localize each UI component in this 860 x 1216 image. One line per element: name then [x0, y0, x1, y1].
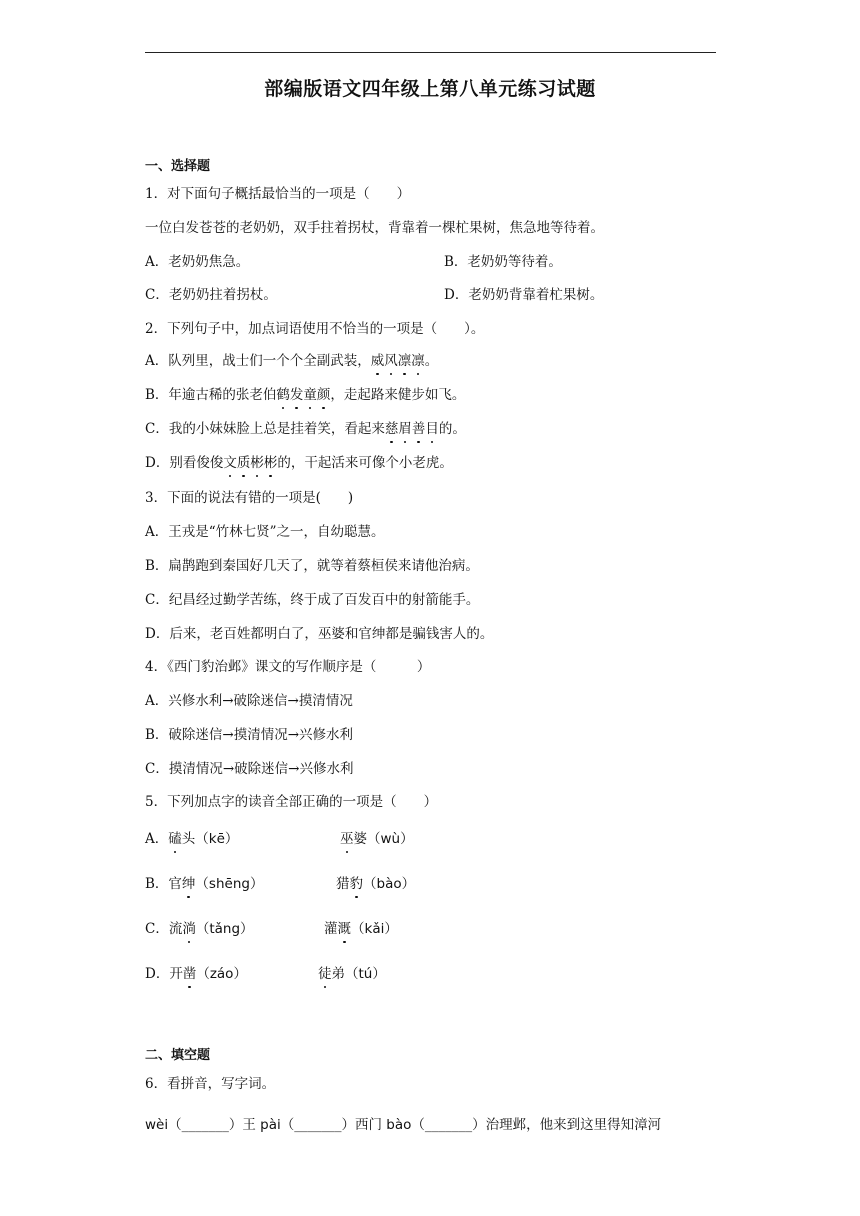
question-1-option-d: D．老奶奶背靠着杧果树。 [444, 287, 604, 303]
question-5-option-c-label: C．流淌（tǎng） [145, 921, 254, 937]
question-6-line: wèi（_______）王 pài（_______）西门 bào（_______）治理邺，他来到这里得知漳河 [145, 1117, 662, 1133]
section-heading-choice: 一、选择题 [145, 159, 211, 174]
question-3-option-d: D．后来，老百姓都明白了，巫婆和官绅都是骗钱害人的。 [145, 626, 494, 642]
question-3-stem: 3．下面的说法有错的一项是( ) [145, 490, 354, 506]
question-5-option-d-second: 徒弟（tú） [318, 966, 386, 982]
question-2-option-c: C．我的小妹妹脸上总是挂着笑，看起来慈眉善目的。 [145, 421, 466, 437]
question-3-option-b: B．扁鹊跑到秦国好几天了，就等着蔡桓侯来请他治病。 [145, 558, 479, 574]
question-1-stem: 1．对下面句子概括最恰当的一项是（ ） [145, 186, 411, 202]
question-5-option-c-second: 灌溉（kǎi） [324, 921, 398, 937]
question-1-option-c: C．老奶奶拄着拐杖。 [145, 287, 277, 303]
header-rule [145, 52, 716, 53]
question-6-stem: 6．看拼音，写字词。 [145, 1076, 276, 1092]
question-5-option-a-second: 巫婆（wù） [340, 831, 414, 847]
question-2-option-b: B．年逾古稀的张老伯鹤发童颜，走起路来健步如飞。 [145, 387, 466, 403]
question-1-option-a: A．老奶奶焦急。 [145, 254, 250, 270]
question-5-option-a-label: A．磕头（kē） [145, 831, 239, 847]
question-5-option-b-second: 猎豹（bào） [336, 876, 416, 892]
question-5-stem: 5．下列加点字的读音全部正确的一项是（ ） [145, 794, 438, 810]
question-2-option-a: A．队列里，战士们一个个全副武装，威风凛凛。 [145, 353, 439, 369]
question-1-option-b: B．老奶奶等待着。 [444, 254, 562, 270]
question-4-option-b: B．破除迷信→摸清情况→兴修水利 [145, 727, 354, 743]
question-3-option-a: A．王戎是“竹林七贤”之一，自幼聪慧。 [145, 524, 385, 540]
question-1-sentence: 一位白发苍苍的老奶奶，双手拄着拐杖，背靠着一棵杧果树，焦急地等待着。 [145, 220, 604, 236]
question-3-option-c: C．纪昌经过勤学苦练，终于成了百发百中的射箭能手。 [145, 592, 480, 608]
question-4-option-a: A．兴修水利→破除迷信→摸清情况 [145, 693, 353, 709]
question-5-option-b-label: B．官绅（shēng） [145, 876, 264, 892]
question-4-stem: 4．《西门豹治邺》课文的写作顺序是（ ） [145, 659, 431, 675]
question-2-stem: 2．下列句子中，加点词语使用不恰当的一项是（ ）。 [145, 321, 485, 337]
question-4-option-c: C．摸清情况→破除迷信→兴修水利 [145, 761, 354, 777]
section-heading-fill: 二、填空题 [145, 1048, 211, 1063]
page-title: 部编版语文四年级上第八单元练习试题 [264, 78, 596, 100]
question-2-option-d: D．别看俊俊文质彬彬的，干起活来可像个小老虎。 [145, 455, 453, 471]
question-5-option-d-label: D．开凿（záo） [145, 966, 247, 982]
